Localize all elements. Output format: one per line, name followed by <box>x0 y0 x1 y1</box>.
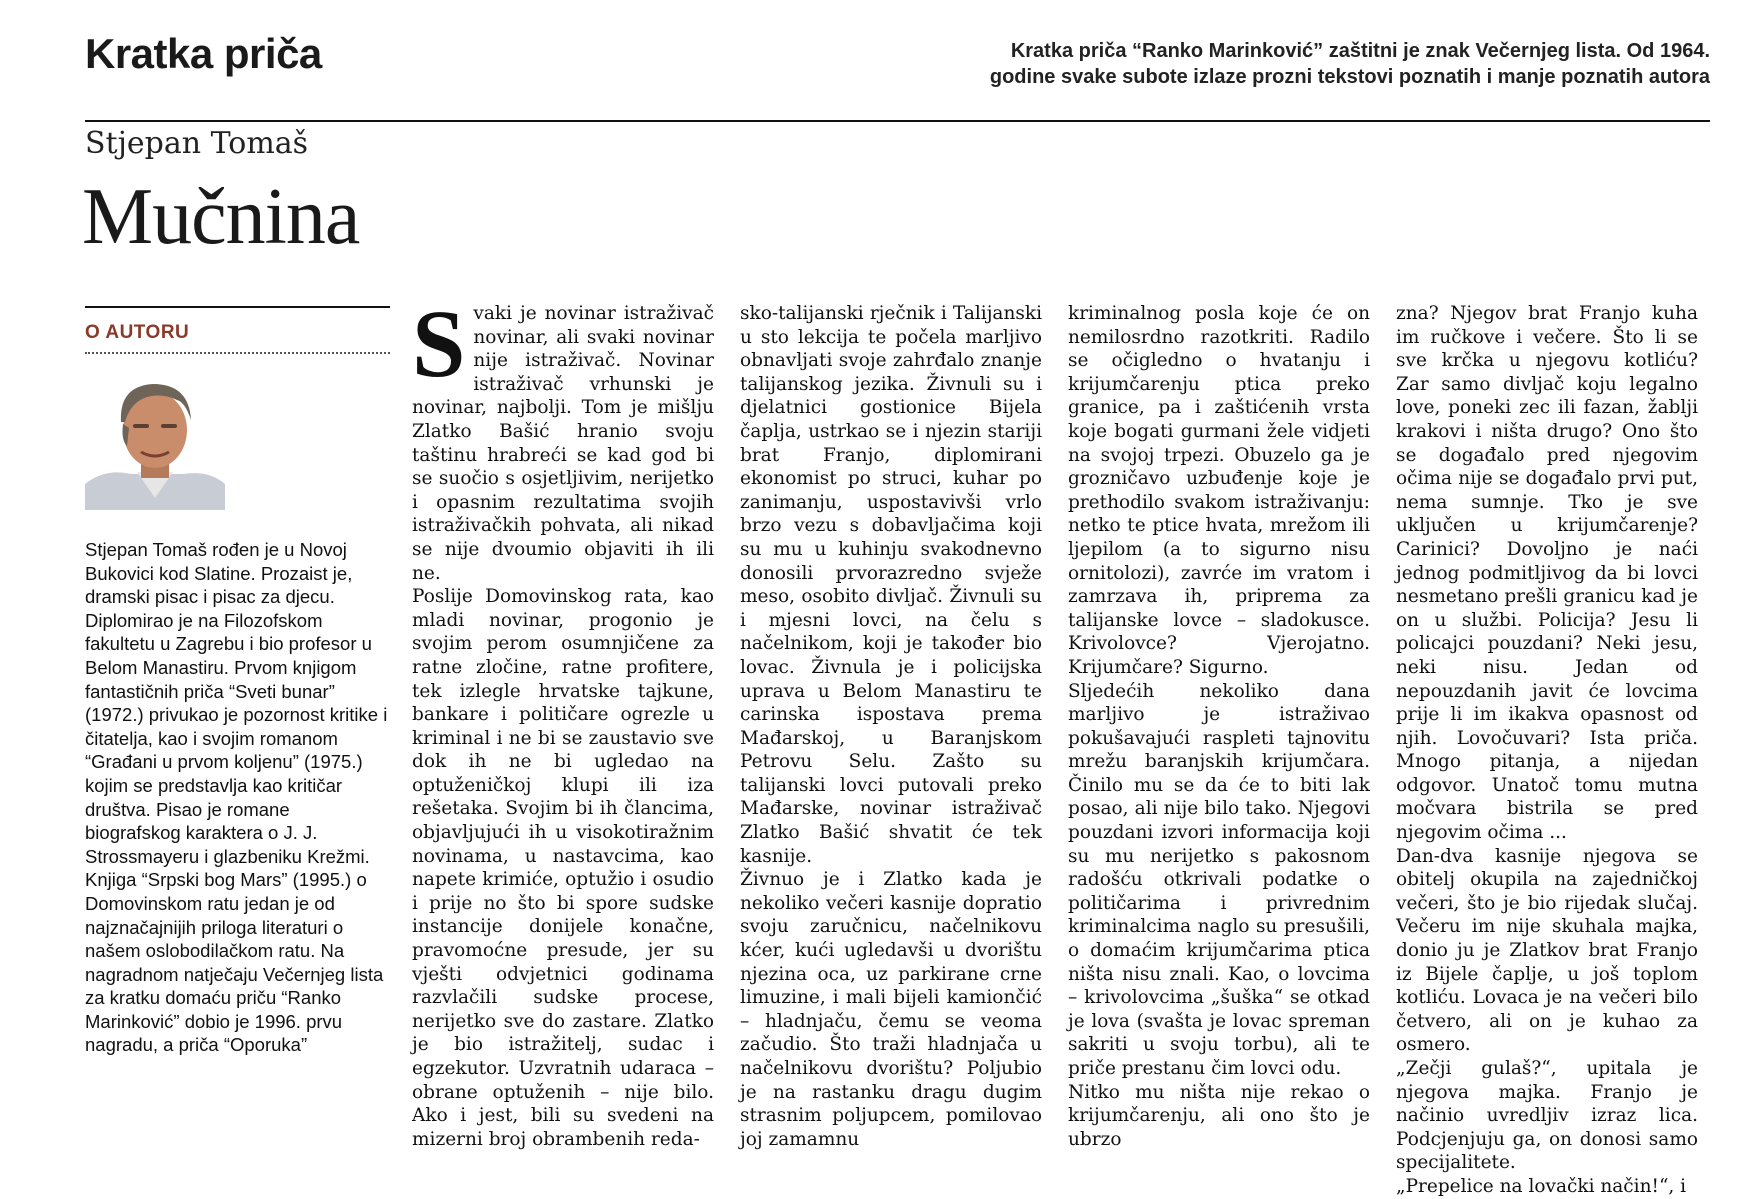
article-column-2 <box>740 302 1042 1150</box>
header-rule <box>85 120 1710 122</box>
article-title: Mučnina <box>82 173 360 261</box>
section-note-line: godine svake subote izlaze prozni tekstovi poznatih i manje poznatih autora <box>989 66 1710 88</box>
paragraph: „Zečji gulaš?“, upitala je njegova majka. Franjo je načinio uvredljiv izraz lica. Podcjenjuju ga, on donosi samo specijalitete. <box>1396 1058 1698 1174</box>
paragraph: vaki je novinar istraživač novinar, ali svaki novinar nije istraživač. Novinar istraživač vrhunski je novinar, najbolji. Tom je mišlju Zlatko Bašić hranio svoju taštinu hrabreći se kad god bi se suočio s osjetljivim, nerijetko i opasnim rezultatima svojih istraživačkih pohvata, ali nikad se nije dvoumio objaviti ih ili ne. <box>412 303 714 584</box>
paragraph: Poslije Domovinskog rata, kao mladi novinar, progonio je svojim perom osumnjičene za ratne zločine, ratne profitere, tek izlegle hrvatske tajkune, bankare i političare ogrezle u kriminal i ne bi se zaustavio sve dok ih ne bi ugledao na optuženičkoj klupi ili iza rešetaka. Svojim bi ih člancima, objavljujući ih u visokotiražnim novinama, u nastavcima, kao napete krimiće, optužio i osudio i prije no što bi spore sudske instancije donijele konačne, pravomoćne presude, jer su vješti odvjetnici godinama razvlačili sudske procese, nerijetko sve do zastare. Zlatko je bio istražitelj, sudac i egzekutor. Uzvratnih udaraca – obrane optuženih – nije bilo. Ako i jest, bili su svedeni na mizerni broj obrambenih reda- <box>412 586 714 1150</box>
article-column-4 <box>1396 302 1698 1197</box>
article-column-3 <box>1068 302 1370 1150</box>
author-photo <box>85 372 225 510</box>
drop-cap: S <box>412 290 466 397</box>
paragraph: kriminalnog posla koje će on nemilosrdno razotkriti. Radilo se očigledno o hvatanju i krijumčarenju ptica preko granice, pa i zaštićenih vrsta koje bogati gurmani žele vidjeti na svojoj trpezi. Obuzelo ga je grozničavo uzbuđenje koje je prethodilo svakom istraživanju: netko te ptice hvata, mrežom ili ljepilom (a to sigurno nisu ornitolozi), zavrće im vratom i zamrzava ih, priprema za talijanske lovce – sladokusce. Krivolovce? Vjerojatno. Krijumčare? Sigurno. <box>1068 303 1370 678</box>
section-note <box>890 38 1710 90</box>
paragraph: Sljedećih nekoliko dana marljivo je istraživao pokušavajući raspleti tajnovitu mrežu baranjskih krijumčara. Činilo mu se da će to biti lak posao, ali nije bilo tako. Njegovi pouzdani izvori informacija koji su mu nerijetko s pakosnom radošću otkrivali podatke o političarima i privrednim kriminalcima naglo su presušili, o domaćim krijumčarima ptica ništa nisu znali. Kao, o lovcima – krivolovcima „šuška“ se otkad je lova (svašta je lovac spreman sakriti u svoju torbu), ali te priče prestanu čim lovci odu. <box>1068 680 1370 1079</box>
paragraph: Nitko mu ništa nije rekao o krijumčarenju, ali ono što je ubrzo <box>1068 1081 1370 1150</box>
sidebar-label: O AUTORU <box>85 322 190 343</box>
section-note-line: Kratka priča “Ranko Marinković” zaštitni je znak Večernjeg lista. Od 1964. <box>1010 40 1710 62</box>
author-sidebar <box>85 306 390 1080</box>
paragraph: „Prepelice na lovački način!“, i <box>1396 1175 1687 1197</box>
paragraph: Dan-dva kasnije njegova se obitelj okupila na zajedničkoj večeri, što je bio rijedak slučaj. Večeru im nije skuhala majka, donio ju je Zlatkov brat Franjo iz Bijele čaplje, u još toplom kotliću. Lovaca je na večeri bilo četvero, ali on je kuhao za osmero. <box>1396 845 1698 1056</box>
paragraph: zna? Njegov brat Franjo kuha im ručkove i večere. Što li se sve krčka u njegovu kotliću? Zar samo divljač koju legalno love, poneki zec ili fazan, žablji krakovi i ništa drugo? Ono što se događalo pred njegovim očima nije se događalo prvi put, nema sumnje. Tko je sve uključen u krijumčarenje? Carinici? Dovoljno je naći jednog podmitljivog da bi lovci nesmetano prešli granicu kad je on u službi. Policija? Jesu li policajci pouzdani? Neki jesu, neki nisu. Jedan od nepouzdanih javit će lovcima prije li im ikakva opasnost od njih. Lovočuvari? Ista priča. Mnogo pitanja, a nijedan odgovor. Unatoč tomu mutna močvara bistrila se pred njegovim očima ... <box>1396 303 1698 844</box>
sidebar-rule <box>85 306 390 308</box>
sidebar-dotted-divider <box>85 352 390 354</box>
paragraph: Živnuo je i Zlatko kada je nekoliko večeri kasnije dopratio svoju zaručnicu, načelnikovu kćer, kući ugledavši u dvorištu njezina oca, uz parkirane crne limuzine, i mali bijeli kamiončić – hladnjaču, čemu se veoma začudio. Što traži hladnjača u načelnikovu dvorištu? Poljubio je na rastanku dragu dugim strasnim poljupcem, pomilovao joj zamamnu <box>740 869 1042 1150</box>
paragraph: sko-talijanski rječnik i Talijanski u sto lekcija te počela marljivo obnavljati svoje zahrđalo znanje talijanskog jezika. Živnuli su i djelatnici gostionice Bijela čaplja, ustrkao se i njezin stariji brat Franjo, diplomirani ekonomist po struci, kuhar po zanimanju, uspostavivši vrlo brzo vezu s dobavljačima koji su mu u kuhinju svakodnevno donosili prvorazredno svježe meso, osobito divljač. Živnuli su i mjesni lovci, na čelu s načelnikom, koji je također bio lovac. Živnula je i policijska uprava u Belom Manastiru te carinska ispostava prema Mađarskoj, u Baranjskom Petrovu Selu. Zašto su talijanski lovci putovali preko Mađarske, novinar istraživač Zlatko Bašić shvatit će tek kasnije. <box>740 303 1042 867</box>
section-title: Kratka priča <box>85 30 322 77</box>
article-column-1 <box>412 290 714 1150</box>
article-author: Stjepan Tomaš <box>85 126 309 161</box>
author-bio: Stjepan Tomaš rođen je u Novoj Bukovici kod Slatine. Prozaist je, dramski pisac i pisac za djecu. Diplomirao je na Filozofskom fakultetu u Zagrebu i bio profesor u Belom Manastiru. Prvom knjigom fantastičnih priča “Sveti bunar” (1972.) privukao je pozornost kritike i čitatelja, kao i svojim romanom “Građani u prvom koljenu” (1975.) kojim se predstavlja kao kritičar društva. Pisao je romane biografskog karaktera o J. J. Strossmayeru i glazbeniku Krežmi. Knjiga “Srpski bog Mars” (1995.) o Domovinskom ratu jedan je od najznačajnijih priloga literaturi o našem oslobodilačkom ratu. Na nagradnom natječaju Večernjeg lista za kratku domaću priču “Ranko Marinković” dobio je 1996. prvu nagradu, a priča “Oporuka” <box>85 539 388 1056</box>
